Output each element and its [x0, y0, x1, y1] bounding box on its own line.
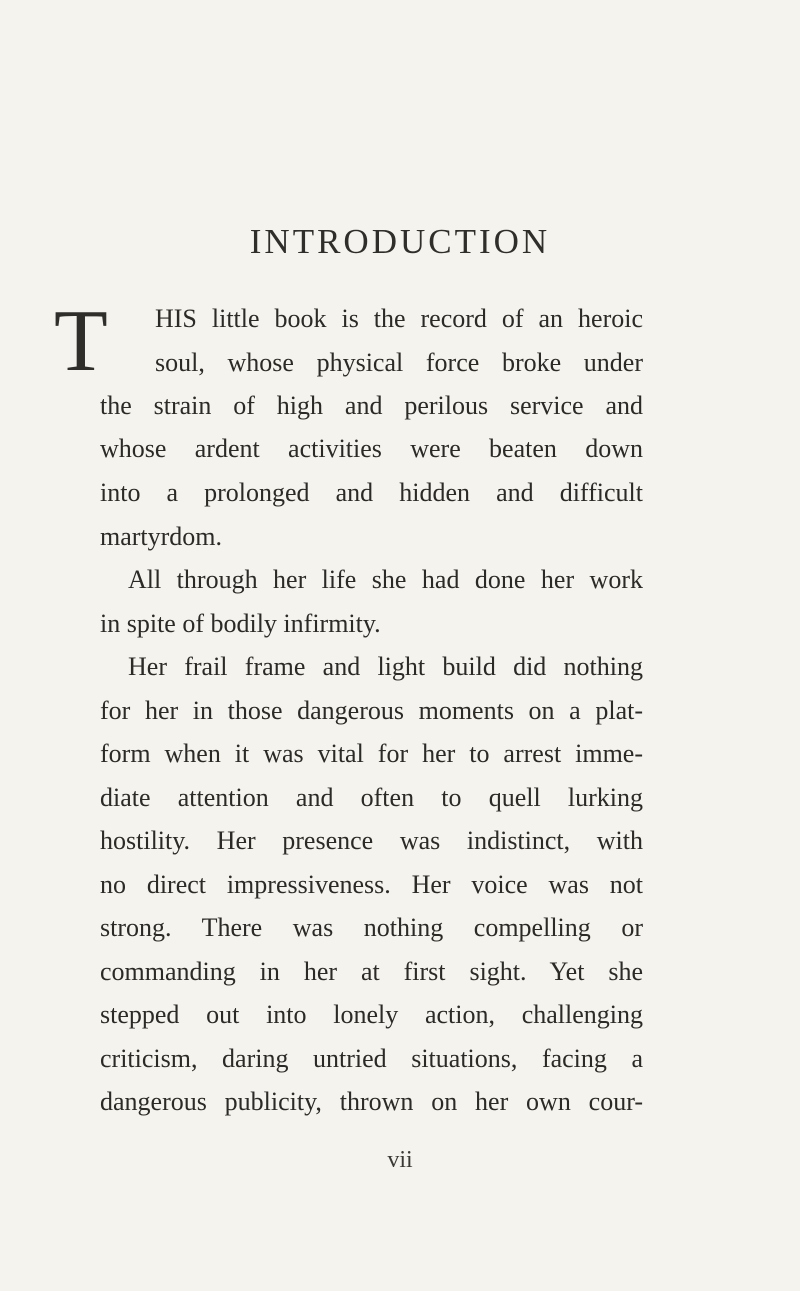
- text-line: into a prolonged and hidden and difficult: [100, 478, 643, 507]
- text-line: no direct impressiveness. Her voice was not: [100, 870, 643, 899]
- text-line: dangerous publicity, thrown on her own cour-: [100, 1087, 643, 1116]
- text-line: diate attention and often to quell lurking: [100, 783, 643, 812]
- text-line: martyrdom.: [100, 522, 223, 551]
- page-number: vii: [387, 1147, 413, 1173]
- text-line: the strain of high and perilous service and: [100, 391, 643, 420]
- text-line: form when it was vital for her to arrest imme-: [100, 739, 643, 768]
- text-line: whose ardent activities were beaten down: [100, 434, 643, 463]
- text-line: criticism, daring untried situations, facing a: [100, 1044, 643, 1073]
- text-line: soul, whose physical force broke under: [155, 348, 643, 377]
- text-line: All through her life she had done her work: [128, 565, 643, 594]
- text-line: commanding in her at first sight. Yet she: [100, 957, 643, 986]
- text-line: in spite of bodily infirmity.: [100, 609, 381, 638]
- text-line: for her in those dangerous moments on a plat-: [100, 696, 643, 725]
- chapter-heading: INTRODUCTION: [249, 222, 551, 261]
- text-line: strong. There was nothing compelling or: [100, 913, 643, 942]
- text-line: HIS little book is the record of an heroic: [155, 304, 643, 333]
- text-line: Her frail frame and light build did nothing: [128, 652, 643, 681]
- drop-cap: T: [54, 293, 108, 390]
- text-line: stepped out into lonely action, challenging: [100, 1000, 643, 1029]
- text-line: hostility. Her presence was indistinct, with: [100, 826, 643, 855]
